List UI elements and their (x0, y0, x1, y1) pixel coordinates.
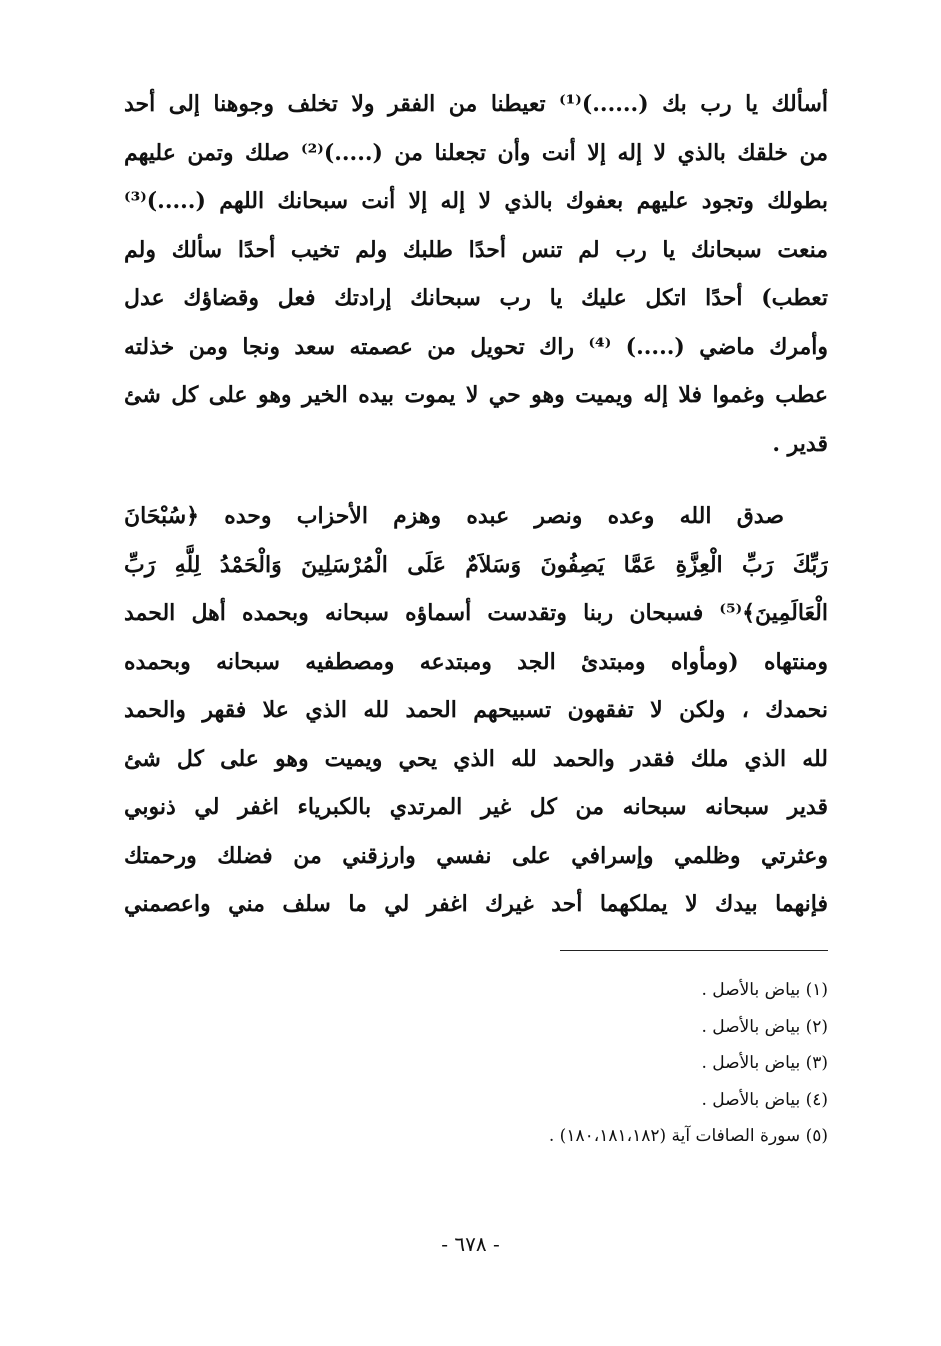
text-line: قدير سبحانه سبحانه من كل غير المرتدي بالكبرياء اغفر لي ذنوبي (124, 794, 828, 820)
text-line: عطب وغموا فلا إله ويميت وهو حي لا يموت بيده الخير وهو على كل شئ (124, 382, 828, 408)
main-text (124, 80, 828, 929)
footnote: (٢) بياض بالأصل . (701, 1016, 828, 1037)
text-line: ومنتهاه (ومأواه ومبتدئ الجد ومبتدعه ومصطفيه سبحانه وبحمده (124, 648, 828, 675)
text-line: وأمرك ماضي (.....) ⁽⁴⁾ راك تحويل من عصمته سعد ونجا ومن خذلته (124, 333, 828, 360)
text-line: قدير . (772, 430, 828, 457)
footnote: (٥) سورة الصافات آية (١٨٠،١٨١،١٨٢) . (548, 1126, 828, 1146)
footnote: (١) بياض بالأصل . (701, 980, 828, 1000)
footnote: (٤) بياض بالأصل . (701, 1089, 828, 1110)
footnote: (٣) بياض بالأصل . (701, 1053, 828, 1073)
text-line: لله الذي ملك فقدر والحمد لله الذي يحي ويميت وهو على كل شئ (124, 745, 828, 772)
text-line: رَبِّكَ رَبِّ الْعِزَّةِ عَمَّا يَصِفُونَ وَسَلاَمٌ عَلَى الْمُرْسَلِينَ وَالْحَمْدُ لِلَّهِ رَبِّ (124, 551, 828, 578)
footnote-separator (560, 950, 828, 951)
page-number: - ٦٧٨ - (441, 1232, 500, 1256)
footnotes (128, 972, 828, 1155)
paragraph-gap (124, 468, 828, 492)
text-line: منعت سبحانك يا رب لم تنس أحدًا طلبك ولم تخيب أحدًا سألك ولم (124, 236, 828, 263)
text-line: أسألك يا رب بك (......)⁽¹⁾ تعيطنا من الفقر ولا تخلف وجوهنا إلى أحد (124, 91, 828, 117)
text-line: وعثرتي وظلمي وإسرافي على نفسي وارزقني من فضلك ورحمتك (124, 842, 828, 869)
text-line: نحمدك ، ولكن لا تفقهون تسبيحهم الحمد لله الذي علا فقهر والحمد (124, 697, 828, 723)
text-line: بطولك وتجود عليهم بعفوك بالذي لا إله إلا أنت سبحانك اللهم (.....)⁽³⁾ (124, 188, 828, 214)
text-line: فإنهما بيدك لا يملكهما أحد غيرك اغفر لي ما سلف مني واعصمني (124, 891, 828, 917)
text-line: من خلقك بالذي لا إله إلا أنت وأن تجعلنا من (.....)⁽²⁾ صلك وتمن عليهم (124, 139, 828, 166)
text-line: صدق الله وعده ونصر عبده وهزم الأحزاب وحده ﴿سُبْحَانَ (124, 503, 784, 529)
text-line: الْعَالَمِينَ﴾⁽⁵⁾ فسبحان ربنا وتقدست أسماؤه سبحانه وبحمده أهل الحمد (124, 600, 828, 626)
text-line: تعطب) أحدًا اتكل عليك يا رب سبحانك إرادتك فعل وقضاؤك عدل (124, 285, 828, 311)
